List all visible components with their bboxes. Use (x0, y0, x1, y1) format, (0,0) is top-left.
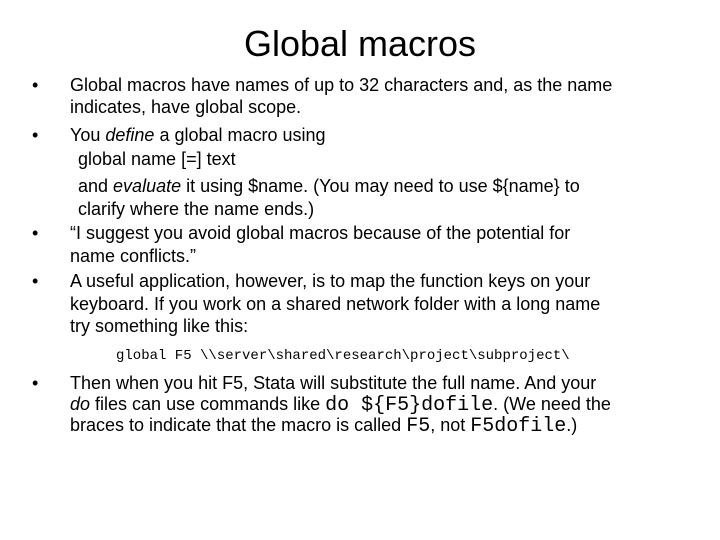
evaluate-line (78, 175, 580, 197)
bullet-4-line-3: try something like this: (70, 316, 249, 336)
bullet-2-text: a global macro using (154, 125, 326, 145)
bullet-5-text: braces to indicate that the macro is called (70, 415, 407, 435)
bullet-5-text: , not (430, 415, 471, 435)
bullet-2-line-1 (70, 124, 326, 146)
code-example: global F5 \\server\shared\research\project\subproject\ (116, 348, 570, 364)
bullet-icon: • (32, 75, 39, 95)
inline-code: F5 (406, 415, 431, 438)
bullet-icon: • (32, 125, 39, 145)
define-syntax-line: global name [=] text (78, 149, 236, 169)
evaluate-text: it using $name. (You may need to use ${name} to (181, 176, 580, 196)
evaluate-text: and (78, 176, 114, 196)
bullet-5-text: files can use commands like (90, 394, 326, 414)
inline-code: F5dofile (470, 415, 567, 438)
evaluate-line-2: clarify where the name ends.) (78, 199, 315, 219)
bullet-icon: • (32, 223, 39, 243)
bullet-icon: • (32, 271, 39, 291)
bullet-2-emphasis: define (105, 125, 155, 145)
bullet-2-text: You (70, 125, 106, 145)
bullet-5-line-3 (70, 414, 577, 438)
bullet-3-line-2: name conflicts.” (70, 246, 197, 266)
bullet-1-line-2: indicates, have global scope. (70, 97, 302, 117)
inline-code: do ${F5}dofile (325, 394, 494, 417)
bullet-5-text: .) (566, 415, 578, 435)
bullet-5-text: . (We need the (493, 394, 611, 414)
slide-title: Global macros (243, 23, 477, 64)
do-emphasis: do (70, 394, 91, 414)
evaluate-emphasis: evaluate (113, 176, 182, 196)
bullet-icon: • (32, 373, 39, 393)
bullet-1-line-1: Global macros have names of up to 32 characters and, as the name (70, 75, 613, 95)
bullet-4-line-1: A useful application, however, is to map the function keys on your (70, 271, 591, 291)
bullet-4-line-2: keyboard. If you work on a shared network folder with a long name (70, 294, 601, 314)
bullet-5-line-1: Then when you hit F5, Stata will substitute the full name. And your (70, 373, 597, 393)
bullet-3-line-1: “I suggest you avoid global macros because of the potential for (70, 223, 571, 243)
